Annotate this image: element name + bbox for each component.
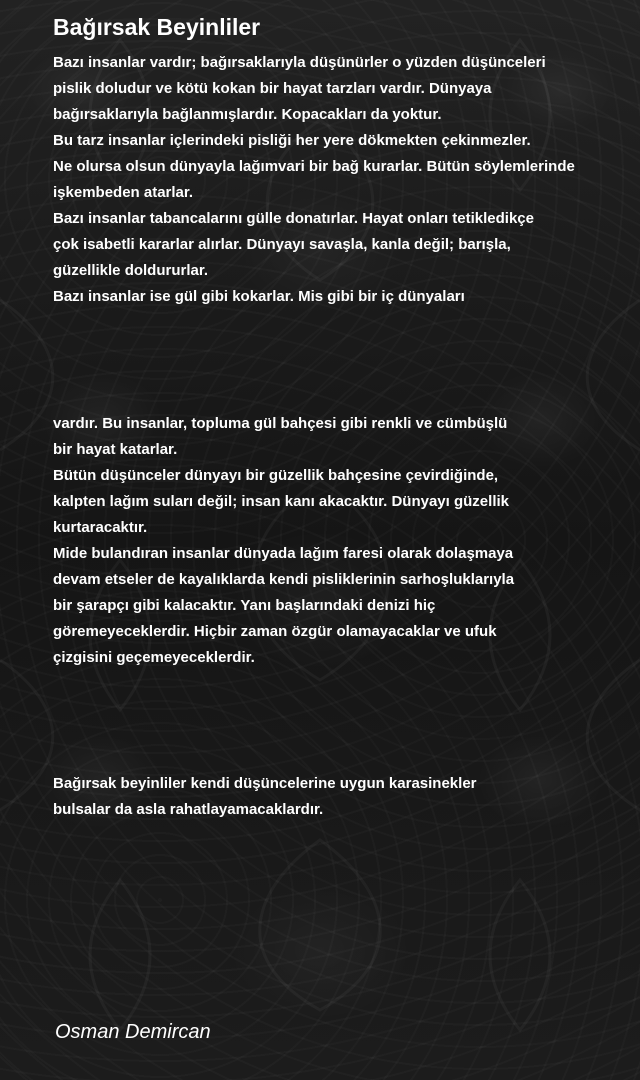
poem-line: çok isabetli kararlar alırlar. Dünyayı savaşla, kanla değil; barışla, — [53, 236, 511, 253]
poem-author: Osman Demircan — [55, 1021, 211, 1043]
stanza-1 — [53, 50, 623, 310]
poem-line: pislik doludur ve kötü kokan bir hayat tarzları vardır. Dünyaya — [53, 80, 492, 97]
poem-line: Mide bulandıran insanlar dünyada lağım faresi olarak dolaşmaya — [53, 545, 514, 562]
poem-line: Bazı insanlar ise gül gibi kokarlar. Mis gibi bir iç dünyaları — [53, 288, 465, 305]
poem-line: Bütün düşünceler dünyayı bir güzellik bahçesine çevirdiğinde, — [53, 467, 499, 484]
poem-line: devam etseler de kayalıklarda kendi pisliklerinin sarhoşluklarıyla — [53, 571, 515, 588]
poem-line: bulsalar da asla rahatlayamacaklardır. — [53, 801, 324, 818]
poem-line: Ne olursa olsun dünyayla lağımvari bir bağ kurarlar. Bütün söylemlerinde — [53, 158, 575, 175]
poem-line: işkembeden atarlar. — [53, 184, 194, 201]
poem-line: bir şarapçı gibi kalacaktır. Yanı başlarındaki denizi hiç — [53, 597, 436, 614]
poem-line: çizgisini geçemeyeceklerdir. — [53, 649, 255, 666]
poem-title: Bağırsak Beyinliler — [53, 14, 261, 40]
poem-line: kurtaracaktır. — [53, 519, 148, 536]
poem-line: vardır. Bu insanlar, topluma gül bahçesi gibi renkli ve cümbüşlü — [53, 415, 508, 432]
poem-line: Bazı insanlar vardır; bağırsaklarıyla düşünürler o yüzden düşünceleri — [53, 54, 546, 71]
poem-line: Bu tarz insanlar içlerindeki pisliği her yere dökmekten çekinmezler. — [53, 132, 531, 149]
poem-line: göremeyeceklerdir. Hiçbir zaman özgür olamayacaklar ve ufuk — [53, 623, 497, 640]
poem-line: kalpten lağım suları değil; insan kanı akacaktır. Dünyayı güzellik — [53, 493, 509, 510]
poem-line: Bağırsak beyinliler kendi düşüncelerine uygun karasinekler — [53, 775, 477, 792]
poem-line: güzellikle doldururlar. — [53, 262, 209, 279]
poem-line: bağırsaklarıyla bağlanmışlardır. Kopacakları da yoktur. — [53, 106, 442, 123]
poem-line: Bazı insanlar tabancalarını gülle donatırlar. Hayat onları tetikledikçe — [53, 210, 534, 227]
stanza-3 — [53, 771, 623, 823]
poem-line: bir hayat katarlar. — [53, 441, 178, 458]
stanza-2 — [53, 411, 623, 671]
